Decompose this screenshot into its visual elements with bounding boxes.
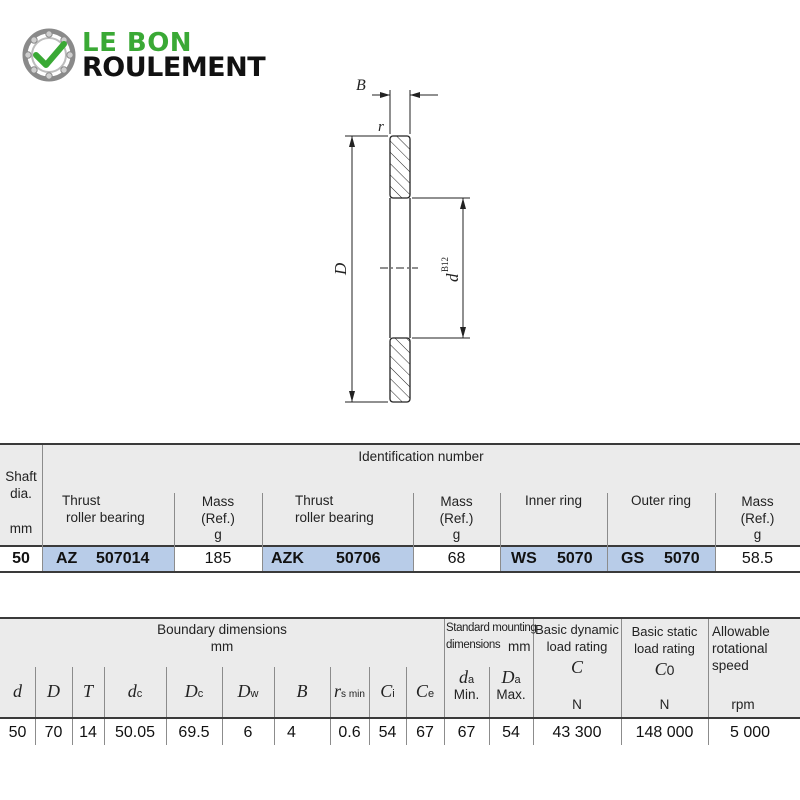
row-C: 43 300 (552, 724, 602, 741)
header-mass1-line2: (Ref.) (201, 511, 235, 526)
header-shaft-line2: dia. (10, 486, 32, 501)
col-Ci: Ci (380, 681, 395, 701)
logo-text-line1: LE BON (82, 28, 193, 58)
header-static-unit: N (659, 697, 670, 712)
col-rs: rs min (334, 681, 365, 701)
header-dynamic-line1: Basic dynamic (535, 622, 619, 637)
col-Da: Da (501, 667, 521, 687)
dimensions-row (0, 719, 800, 745)
col-Da-note: Max. (496, 687, 526, 702)
row-thrust1-prefix: AZ (56, 550, 78, 567)
row-da: 67 (457, 724, 476, 741)
header-thrust1-line1: Thrust (62, 493, 101, 508)
header-dynamic-symbol: C (570, 657, 583, 677)
header-dynamic-unit: N (572, 697, 582, 712)
row-outer-number: 5070 (664, 550, 700, 567)
header-mass2-line2: (Ref.) (439, 511, 474, 526)
header-mass2-unit: g (452, 527, 461, 542)
identification-row (0, 547, 800, 571)
header-speed-unit: rpm (731, 697, 755, 712)
header-static-symbol: C0 (654, 659, 675, 679)
header-mass3-unit: g (753, 527, 762, 542)
row-dc: 50.05 (114, 724, 156, 741)
label-r: r (378, 119, 384, 135)
col-T: T (82, 681, 93, 701)
row-d: 50 (8, 724, 27, 741)
header-standard-line2: dimensions (446, 639, 501, 651)
row-C0: 148 000 (635, 724, 694, 741)
row-thrust2-prefix: AZK (271, 550, 304, 567)
row-Da: 54 (502, 724, 520, 741)
col-d: d (13, 681, 22, 701)
col-da-note: Min. (453, 687, 480, 702)
row-T: 14 (79, 724, 97, 741)
logo-text-line2: ROULEMENT (82, 52, 266, 83)
col-Dc: Dc (184, 681, 204, 701)
row-thrust1-number: 507014 (96, 550, 150, 567)
col-Dw: Dw (237, 681, 259, 701)
header-shaft-unit: mm (9, 521, 33, 536)
header-mass3-line2: (Ref.) (740, 511, 775, 526)
header-thrust2-line1: Thrust (295, 493, 334, 508)
header-speed-line1: Allowable (712, 624, 770, 639)
header-outer-ring: Outer ring (630, 493, 692, 508)
col-Ce: Ce (415, 681, 435, 701)
header-speed-line2: rotational (712, 641, 768, 656)
col-da: da (458, 667, 475, 687)
header-standard-line1: Standard mounting (446, 622, 537, 634)
row-mass3: 58.5 (741, 550, 774, 567)
row-B: 4 (287, 724, 296, 741)
row-thrust2-number: 50706 (336, 550, 381, 567)
row-Dc: 69.5 (178, 724, 210, 741)
row-Ci: 54 (378, 724, 397, 741)
row-inner-number: 5070 (557, 550, 593, 567)
row-Dw: 6 (243, 724, 253, 741)
row-rs: 0.6 (338, 724, 361, 741)
header-static-line2: load rating (634, 641, 695, 656)
header-standard-unit: mm (508, 639, 531, 654)
col-B: B (296, 681, 308, 701)
header-shaft-line1: Shaft (5, 469, 37, 484)
dimensions-table (0, 617, 800, 719)
col-dc: dc (127, 681, 143, 701)
washer-bottom-section (390, 338, 410, 402)
header-inner-ring: Inner ring (524, 493, 583, 508)
header-speed-line3: speed (712, 658, 749, 673)
row-mass1: 185 (204, 550, 232, 567)
header-thrust2-line2: roller bearing (295, 510, 374, 525)
header-boundary-unit: mm (210, 639, 234, 654)
label-B: B (356, 77, 366, 94)
col-D: D (47, 681, 60, 701)
header-mass2-line1: Mass (440, 494, 473, 509)
row-D: 70 (44, 724, 63, 741)
row-shaft: 50 (12, 550, 30, 567)
header-identification: Identification number (358, 449, 484, 464)
header-static-line1: Basic static (631, 624, 698, 639)
header-mass1-line1: Mass (201, 494, 235, 509)
header-dynamic-line2: load rating (546, 639, 608, 654)
row-Ce: 67 (416, 724, 434, 741)
label-d-tolerance: B12 (440, 256, 450, 272)
header-boundary: Boundary dimensions (157, 622, 287, 637)
row-inner-prefix: WS (511, 550, 537, 567)
header-mass1-unit: g (214, 527, 222, 542)
label-D: D (331, 262, 350, 275)
row-mass2: 68 (447, 550, 466, 567)
row-outer-prefix: GS (621, 550, 645, 567)
label-d: d (443, 273, 462, 282)
row-speed: 5 000 (729, 724, 771, 741)
header-mass3-line1: Mass (741, 494, 774, 509)
washer-top-section (390, 136, 410, 198)
header-thrust1-line2: roller bearing (66, 510, 145, 525)
